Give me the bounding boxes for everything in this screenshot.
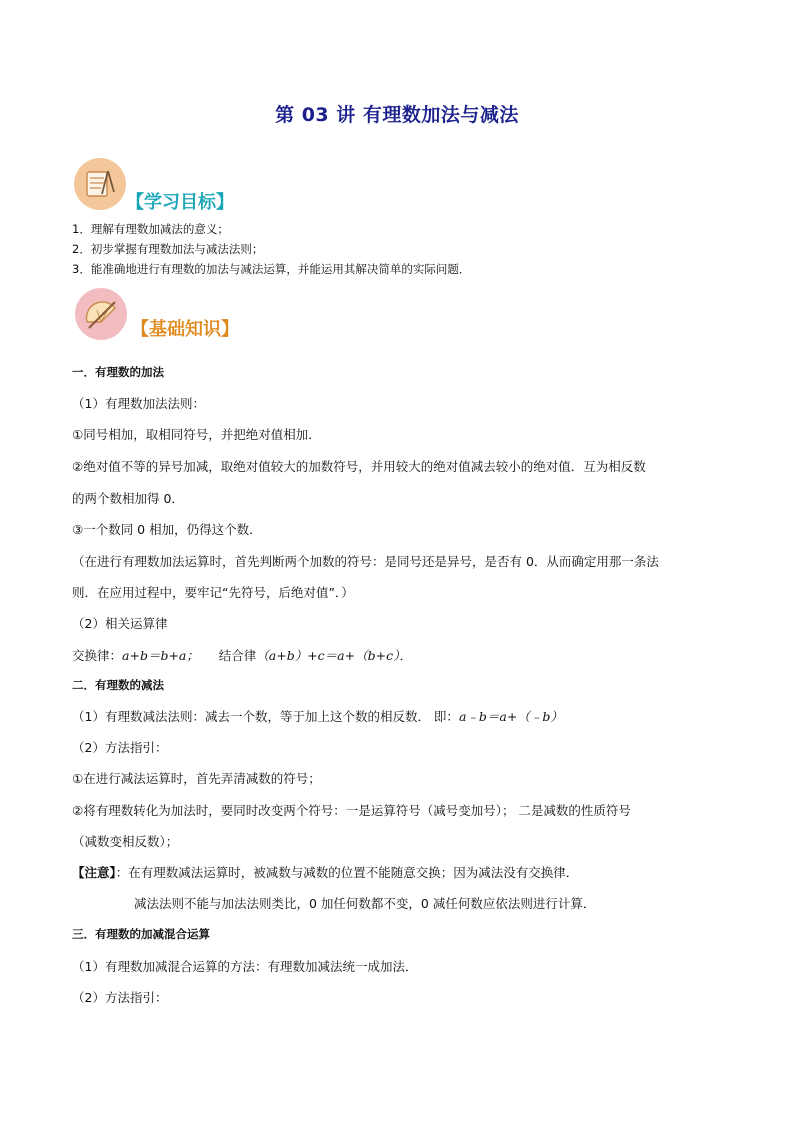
s2-formula: a﹣b＝a+（﹣b）: [458, 709, 563, 724]
commutative-label: 交换律：: [72, 648, 123, 663]
notebook-pencil-icon: [74, 158, 126, 210]
s1-note-1: （在进行有理数加法运算时，首先判断两个加数的符号：是同号还是异号，是否有 0．从而确定用那一条法: [72, 554, 659, 569]
s2-note-1: [72, 863, 578, 881]
s1-rule-1: ①同号相加，取相同符号，并把绝对值相加．: [72, 427, 321, 442]
note-text: ：在有理数减法运算时，被减数与减数的位置不能随意交换；因为减法没有交换律．: [115, 865, 579, 880]
objectives-heading: 【学习目标】: [126, 192, 234, 213]
s2-paragraph-2: （2）方法指引：: [72, 740, 168, 755]
s1-rule-3: ③一个数同 0 相加，仍得这个数．: [72, 522, 262, 537]
commutative-law: a+b＝b+a；: [122, 648, 199, 663]
protractor-icon: [75, 288, 127, 340]
s1-rule-2b: 的两个数相加得 0．: [72, 491, 184, 506]
note-label: 【注意】: [72, 865, 116, 880]
basics-heading: 【基础知识】: [131, 319, 239, 340]
associative-law: （a+b）+c＝a+（b+c）．: [256, 648, 412, 663]
section-3-title: 三．有理数的加减混合运算: [72, 927, 210, 941]
s1-paragraph-1: （1）有理数加法法则：: [72, 396, 205, 411]
associative-label: 结合律: [218, 648, 257, 663]
s1-rule-2a: ②绝对值不等的异号加减，取绝对值较大的加数符号，并用较大的绝对值减去较小的绝对值．互为相反数: [72, 459, 646, 474]
s2-note-2: 减法法则不能与加法法则类比，0 加任何数都不变，0 减任何数应依法则进行计算．: [134, 896, 596, 911]
objective-item-1: 1．理解有理数加减法的意义；: [72, 222, 229, 236]
s1-note-2: 则．在应用过程中，要牢记“先符号，后绝对值”．）: [72, 585, 354, 600]
section-1-title: 一．有理数的加法: [72, 365, 164, 379]
s1-paragraph-2: （2）相关运算律: [72, 616, 168, 631]
s2-rule-2a: ②将有理数转化为加法时，要同时改变两个符号：一是运算符号（减号变加号）； 二是减数的性质符号: [72, 803, 631, 818]
s2-paragraph-1: [72, 707, 563, 725]
section-2-title: 二．有理数的减法: [72, 678, 164, 692]
s2-rule-text: （1）有理数减法法则：减去一个数，等于加上这个数的相反数． 即：: [72, 709, 459, 724]
objective-item-2: 2．初步掌握有理数加法与减法法则；: [72, 242, 264, 256]
s2-rule-2b: （减数变相反数）；: [72, 834, 179, 849]
s2-rule-1: ①在进行减法运算时，首先弄清减数的符号；: [72, 771, 321, 786]
s3-paragraph-1: （1）有理数加减混合运算的方法：有理数加减法统一成加法．: [72, 959, 418, 974]
s1-laws: [72, 646, 412, 664]
s3-paragraph-2: （2）方法指引：: [72, 990, 168, 1005]
page-title: 第 03 讲 有理数加法与减法: [275, 104, 519, 126]
objective-item-3: 3．能准确地进行有理数的加法与减法运算，并能运用其解决简单的实际问题．: [72, 262, 471, 276]
